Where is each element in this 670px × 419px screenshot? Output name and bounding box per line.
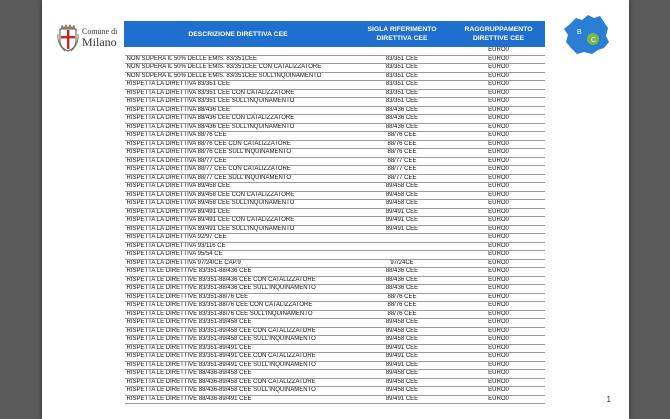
cell-description: RISPETTA LA DIRETTIVA 88/436 CEE: [125, 106, 352, 115]
cell-description: RISPETTA LA DIRETTIVA 89/491 CEE: [125, 208, 352, 217]
cell-group: EURO0: [453, 98, 545, 107]
cell-sigla: 88/436 CEE: [352, 285, 453, 294]
cell-sigla: 89/491 CEE: [352, 217, 453, 226]
cell-group: EURO0: [453, 395, 545, 404]
table-row: [125, 327, 545, 336]
cell-description: RISPETTA LE DIRETTIVE 88/436-89/458 CEE CON CATALIZZATORE: [125, 378, 352, 387]
table-row: [125, 166, 545, 175]
table-row: [125, 191, 545, 200]
cell-group: EURO0: [453, 327, 545, 336]
directive-table: [124, 21, 545, 404]
table-row: [125, 208, 545, 217]
cell-sigla: 89/491 CEE: [352, 361, 453, 370]
cell-sigla: 83/351 CEE: [352, 81, 453, 90]
cell-group: EURO0: [453, 132, 545, 141]
cell-description: RISPETTA LE DIRETTIVE 83/351-89/491 CEE SULL'INQUINAMENTO: [125, 361, 352, 370]
cell-group: EURO0: [453, 344, 545, 353]
table-row: [125, 140, 545, 149]
cell-sigla: [352, 251, 453, 260]
cell-description: RISPETTA LE DIRETTIVE 88/436-89/458 CEE: [125, 370, 352, 379]
cell-sigla: 88/77 CEE: [352, 166, 453, 175]
table-row: [125, 157, 545, 166]
cell-group: EURO0: [453, 149, 545, 158]
cell-description: RISPETTA LA DIRETTIVA 89/458 CEE CON CATALIZZATORE: [125, 191, 352, 200]
table-row: [125, 268, 545, 277]
municipality-name: [82, 27, 117, 49]
cell-sigla: 88/77 CEE: [352, 157, 453, 166]
cell-description: RISPETTA LE DIRETTIVE 83/351-89/491 CEE: [125, 344, 352, 353]
cell-group: EURO0: [453, 370, 545, 379]
table-row: [125, 200, 545, 209]
milano-zones-map-icon: [562, 12, 610, 56]
cell-description: RISPETTA LE DIRETTIVE 88/436-89/458 CEE SULL'INQUINAMENTO: [125, 387, 352, 396]
cell-description: RISPETTA LE DIRETTIVE 83/351-89/458 CEE SULL'INQUINAMENTO: [125, 336, 352, 345]
cell-sigla: 97/24CE: [352, 259, 453, 268]
cell-group: EURO0: [453, 115, 545, 124]
cell-group: EURO0: [453, 157, 545, 166]
cell-group: EURO0: [453, 208, 545, 217]
cell-description: RISPETTA LE DIRETTIVE 83/351-88/76 CEE: [125, 293, 352, 302]
cell-description: RISPETTA LE DIRETTIVE 83/351-88/76 CEE CON CATALIZZATORE: [125, 302, 352, 311]
cell-group: EURO0: [453, 293, 545, 302]
table-row: [125, 353, 545, 362]
cell-group: EURO0: [453, 191, 545, 200]
cell-sigla: 89/458 CEE: [352, 200, 453, 209]
cell-sigla: 89/491 CEE: [352, 225, 453, 234]
cell-sigla: 88/436 CEE: [352, 276, 453, 285]
cell-group: EURO0: [453, 64, 545, 73]
cell-sigla: 88/76 CEE: [352, 302, 453, 311]
table-row: [125, 285, 545, 294]
cell-group: EURO0: [453, 259, 545, 268]
table-row: [125, 293, 545, 302]
cell-sigla: 83/351 CEE: [352, 89, 453, 98]
cell-sigla: 89/458 CEE: [352, 183, 453, 192]
cell-description: RISPETTA LA DIRETTIVA 88/76 CEE: [125, 132, 352, 141]
table-row: [125, 89, 545, 98]
cell-sigla: 88/76 CEE: [352, 293, 453, 302]
cell-group: EURO0: [453, 268, 545, 277]
column-header-group: RAGGRUPPAMENTO DIRETTIVE CEE: [453, 22, 545, 47]
cell-sigla: 89/491 CEE: [352, 395, 453, 404]
table-row: [125, 106, 545, 115]
column-header-sigla: SIGLA RIFERIMENTO DIRETTIVA CEE: [352, 22, 453, 47]
table-row: [125, 149, 545, 158]
table-row: [125, 378, 545, 387]
table-row: [125, 217, 545, 226]
table-row: [125, 72, 545, 81]
cell-sigla: 88/436 CEE: [352, 115, 453, 124]
cell-description: RISPETTA LA DIRETTIVA 88/76 CEE SULL'INQUINAMENTO: [125, 149, 352, 158]
cell-sigla: [352, 242, 453, 251]
table-row: [125, 234, 545, 243]
cell-sigla: 89/491 CEE: [352, 344, 453, 353]
cell-group: EURO0: [453, 217, 545, 226]
cell-sigla: 89/458 CEE: [352, 370, 453, 379]
cell-description: RISPETTA LE DIRETTIVE 88/436-89/491 CEE: [125, 395, 352, 404]
table-row: [125, 183, 545, 192]
cell-description: RISPETTA LE DIRETTIVE 83/351-88/436 CEE SULL'INQUINAMENTO: [125, 285, 352, 294]
cell-group: EURO0: [453, 378, 545, 387]
cell-sigla: 88/76 CEE: [352, 140, 453, 149]
table-row: [125, 115, 545, 124]
municipality-line1: Comune di: [82, 27, 118, 36]
cell-description: RISPETTA LA DIRETTIVA 97/24/CE CAP.9: [125, 259, 352, 268]
cell-description: RISPETTA LE DIRETTIVE 83/351-88/76 CEE SULL'INQUINAMENTO: [125, 310, 352, 319]
cell-sigla: [352, 234, 453, 243]
cell-description: RISPETTA LA DIRETTIVA 88/436 CEE CON CATALIZZATORE: [125, 115, 352, 124]
cell-sigla: 88/436 CEE: [352, 123, 453, 132]
cell-sigla: 88/76 CEE: [352, 132, 453, 141]
cell-group: EURO0: [453, 225, 545, 234]
table-row: [125, 319, 545, 328]
cell-description: RISPETTA LA DIRETTIVA 89/491 CEE CON CATALIZZATORE: [125, 217, 352, 226]
table-row: [125, 242, 545, 251]
table-row: [125, 81, 545, 90]
zone-c-label: C: [591, 37, 597, 44]
cell-description: RISPETTA LA DIRETTIVA 88/76 CEE CON CATALIZZATORE: [125, 140, 352, 149]
table-row: [125, 370, 545, 379]
cell-sigla: 83/351 CEE: [352, 55, 453, 64]
cell-sigla: 89/458 CEE: [352, 191, 453, 200]
cell-group: EURO0: [453, 319, 545, 328]
cell-description: RISPETTA LA DIRETTIVA 93/116 CE: [125, 242, 352, 251]
table-row: [125, 251, 545, 260]
cell-group: EURO0: [453, 166, 545, 175]
cell-description: RISPETTA LE DIRETTIVE 83/351-88/436 CEE: [125, 268, 352, 277]
cell-description: RISPETTA LA DIRETTIVA 88/77 CEE CON CATALIZZATORE: [125, 166, 352, 175]
cell-group: EURO0: [453, 200, 545, 209]
cell-description: RISPETTA LA DIRETTIVA 88/436 CEE SULL'INQUINAMENTO: [125, 123, 352, 132]
table-row: [125, 276, 545, 285]
cell-group: EURO0: [453, 242, 545, 251]
cell-sigla: 88/76 CEE: [352, 149, 453, 158]
cell-sigla: 89/458 CEE: [352, 336, 453, 345]
cell-description: RISPETTA LE DIRETTIVE 83/351-89/458 CEE: [125, 319, 352, 328]
cell-group: EURO0: [453, 251, 545, 260]
cell-sigla: 89/458 CEE: [352, 319, 453, 328]
table-row: [125, 123, 545, 132]
cell-group: EURO0: [453, 234, 545, 243]
table-row: [125, 344, 545, 353]
table-row: [125, 64, 545, 73]
cell-description: NON SUPERA IL 50% DELLE EMIS. 83/351CEE CON CATALIZZATORE: [125, 64, 352, 73]
cell-group: EURO0: [453, 361, 545, 370]
cell-group: EURO0: [453, 47, 545, 56]
table-header-row: [125, 22, 545, 47]
table-row: [125, 336, 545, 345]
cell-description: RISPETTA LA DIRETTIVA 92/97 CEE: [125, 234, 352, 243]
cell-description: RISPETTA LA DIRETTIVA 88/77 CEE SULL'INQUINAMENTO: [125, 174, 352, 183]
cell-group: EURO0: [453, 336, 545, 345]
cell-sigla: 89/458 CEE: [352, 327, 453, 336]
cell-description: RISPETTA LE DIRETTIVE 83/351-88/436 CEE CON CATALIZZATORE: [125, 276, 352, 285]
cell-sigla: 89/491 CEE: [352, 353, 453, 362]
cell-group: EURO0: [453, 302, 545, 311]
page-number: 1: [606, 395, 611, 404]
table-row: [125, 98, 545, 107]
column-header-description: DESCRIZIONE DIRETTIVA CEE: [125, 22, 352, 47]
zone-b-label: B: [577, 29, 582, 36]
cell-group: EURO0: [453, 123, 545, 132]
municipality-line2: Milano: [82, 35, 117, 49]
cell-group: EURO0: [453, 276, 545, 285]
cell-sigla: 89/458 CEE: [352, 378, 453, 387]
cell-group: EURO0: [453, 183, 545, 192]
table-row: [125, 310, 545, 319]
cell-description: RISPETTA LA DIRETTIVA 95/54 CE: [125, 251, 352, 260]
document-page: [42, 0, 629, 419]
cell-sigla: 88/76 CEE: [352, 310, 453, 319]
table-row: [125, 259, 545, 268]
table-row: [125, 55, 545, 64]
cell-description: RISPETTA LE DIRETTIVE 83/351-89/491 CEE CON CATALIZZATORE: [125, 353, 352, 362]
cell-description: RISPETTA LA DIRETTIVA 83/351 CEE CON CATALIZZATORE: [125, 89, 352, 98]
cell-group: EURO0: [453, 55, 545, 64]
cell-group: EURO0: [453, 387, 545, 396]
cell-group: EURO0: [453, 310, 545, 319]
table-row: [125, 47, 545, 56]
cell-group: EURO0: [453, 106, 545, 115]
cell-description: NON SUPERA IL 50% DELLE EMIS. 83/351CEE: [125, 55, 352, 64]
cell-group: EURO0: [453, 285, 545, 294]
cell-sigla: 83/351 CEE: [352, 64, 453, 73]
cell-group: EURO0: [453, 81, 545, 90]
cell-sigla: 88/436 CEE: [352, 268, 453, 277]
table-row: [125, 361, 545, 370]
table-row: [125, 395, 545, 404]
cell-description: RISPETTA LA DIRETTIVA 83/351 CEE SULL'INQUINAMENTO: [125, 98, 352, 107]
cell-description: RISPETTA LA DIRETTIVA 83/351 CEE: [125, 81, 352, 90]
cell-sigla: 83/351 CEE: [352, 98, 453, 107]
cell-sigla: [352, 47, 453, 56]
cell-description: RISPETTA LE DIRETTIVE 83/351-89/458 CEE CON CATALIZZATORE: [125, 327, 352, 336]
table-row: [125, 225, 545, 234]
table-row: [125, 174, 545, 183]
table-row: [125, 132, 545, 141]
cell-sigla: 88/77 CEE: [352, 174, 453, 183]
cell-description: RISPETTA LA DIRETTIVA 88/77 CEE: [125, 157, 352, 166]
cell-sigla: 83/351 CEE: [352, 72, 453, 81]
table-row: [125, 387, 545, 396]
cell-group: EURO0: [453, 353, 545, 362]
cell-sigla: 89/491 CEE: [352, 208, 453, 217]
cell-group: EURO0: [453, 174, 545, 183]
cell-group: EURO0: [453, 72, 545, 81]
cell-group: EURO0: [453, 89, 545, 98]
cell-description: RISPETTA LA DIRETTIVA 89/458 CEE: [125, 183, 352, 192]
cell-description: NON SUPERA IL 50% DELLE EMIS. 83/351CEE SULL'INQUINAMENTO: [125, 72, 352, 81]
cell-description: RISPETTA LA DIRETTIVA 89/458 CEE SULL'INQUINAMENTO: [125, 200, 352, 209]
milano-crest-icon: [57, 24, 79, 52]
cell-description: [125, 47, 352, 56]
cell-group: EURO0: [453, 140, 545, 149]
cell-description: RISPETTA LA DIRETTIVA 89/491 CEE SULL'INQUINAMENTO: [125, 225, 352, 234]
cell-sigla: 88/436 CEE: [352, 106, 453, 115]
table-row: [125, 302, 545, 311]
cell-sigla: 89/458 CEE: [352, 387, 453, 396]
